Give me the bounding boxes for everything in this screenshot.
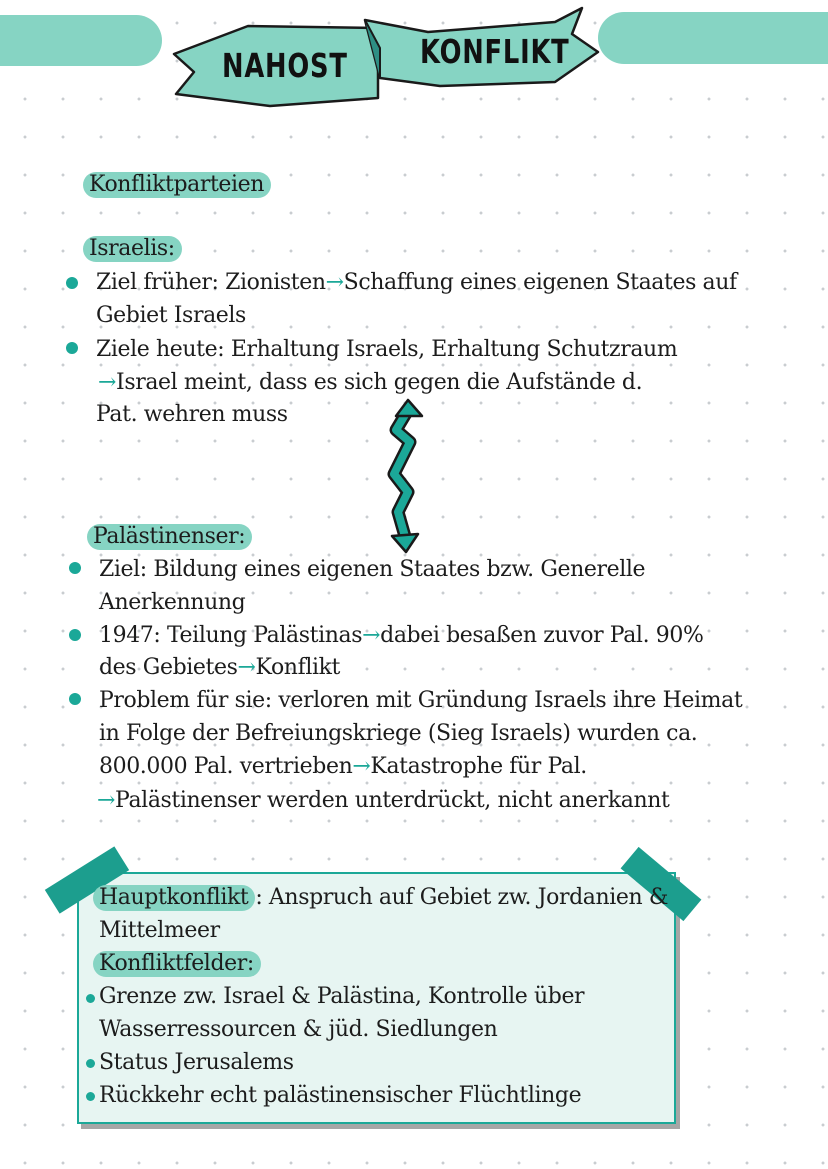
summary-field-border-cont: Wasserressourcen & jüd. Siedlungen — [99, 1017, 498, 1042]
palaestinenser-problem-cont2: 800.000 Pal. vertrieben→Katastrophe für Pal. — [99, 754, 587, 779]
bullet-dot — [86, 1059, 95, 1068]
summary-main-conflict-cont: Mittelmeer — [99, 918, 220, 943]
summary-fields-heading: Konfliktfelder: — [93, 947, 261, 980]
bullet-dot — [66, 342, 78, 354]
arrow-icon: → — [362, 623, 381, 648]
arrow-icon: → — [237, 655, 256, 680]
palaestinenser-problem: Problem für sie: verloren mit Gründung Israels ihre Heimat — [99, 688, 743, 713]
summary-field-border: Grenze zw. Israel & Palästina, Kontrolle über — [99, 984, 585, 1009]
header-pill-right — [598, 12, 828, 64]
palaestinenser-1947: 1947: Teilung Palästinas→dabei besaßen zuvor Pal. 90% — [99, 623, 704, 648]
israelis-goal-today: Ziele heute: Erhaltung Israels, Erhaltung Schutzraum — [96, 337, 678, 362]
arrow-icon: → — [98, 370, 117, 395]
bullet-dot — [69, 629, 81, 641]
palaestinenser-problem-cont3: →Palästinenser werden unterdrückt, nicht anerkannt — [97, 788, 670, 813]
summary-main-conflict: Hauptkonflikt : Anspruch auf Gebiet zw. Jordanien & — [93, 881, 668, 914]
title-nahost: NAHOST — [222, 46, 348, 85]
header-pill-left — [0, 15, 162, 66]
bullet-dot — [86, 994, 95, 1003]
palaestinenser-goal-cont: Anerkennung — [99, 590, 246, 615]
bullet-dot — [86, 1092, 95, 1101]
palaestinenser-problem-cont: in Folge der Befreiungskriege (Sieg Israels) wurden ca. — [99, 721, 698, 746]
heading-palaestinenser: Palästinenser: — [87, 520, 252, 553]
israelis-goal-past: Ziel früher: Zionisten→Schaffung eines eigenen Staates auf — [96, 270, 737, 295]
arrow-icon: → — [325, 270, 344, 295]
heading-israelis: Israelis: — [83, 232, 182, 265]
israelis-goal-today-cont2: Pat. wehren muss — [96, 402, 288, 427]
palaestinenser-goal: Ziel: Bildung eines eigenen Staates bzw. Generelle — [99, 557, 646, 582]
bullet-dot — [69, 693, 81, 705]
bullet-dot — [66, 277, 78, 289]
heading-konfliktparteien: Konfliktparteien — [83, 168, 271, 201]
summary-field-refugees: Rückkehr echt palästinensischer Flüchtlinge — [99, 1083, 582, 1108]
bullet-dot — [69, 562, 81, 574]
israelis-goal-past-cont: Gebiet Israels — [96, 303, 246, 328]
arrow-icon: → — [97, 788, 116, 813]
zigzag-double-arrow-icon — [376, 396, 436, 556]
title-konflikt: KONFLIKT — [420, 32, 570, 71]
palaestinenser-1947-cont: des Gebietes→Konflikt — [99, 655, 340, 680]
summary-field-jerusalem: Status Jerusalems — [99, 1050, 294, 1075]
israelis-goal-today-cont: →Israel meint, dass es sich gegen die Aufstände d. — [98, 370, 643, 395]
arrow-icon: → — [352, 754, 371, 779]
